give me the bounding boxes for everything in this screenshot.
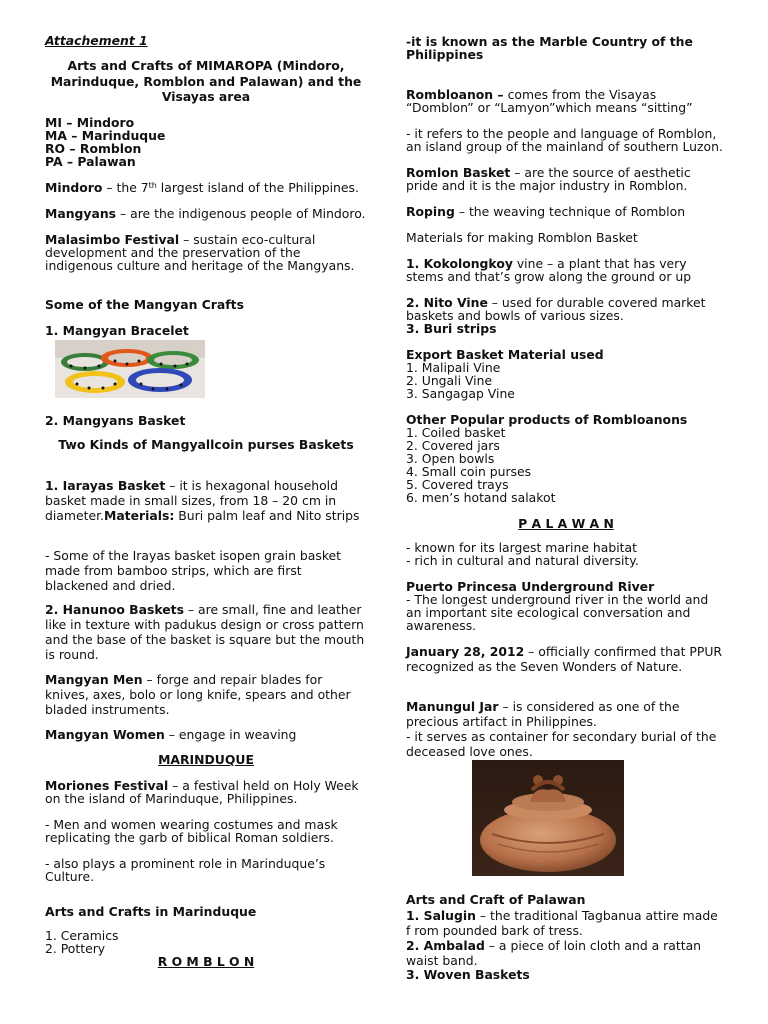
list-item: 1. Coiled basket xyxy=(406,425,506,440)
ppur-date-definition: January 28, 2012 – officially confirmed that PPUR recognized as the Seven Wonders of Nature. xyxy=(406,644,723,674)
ppur-heading: Puerto Princesa Underground River xyxy=(406,579,655,594)
bracelet-item: 1. Mangyan Bracelet xyxy=(45,323,189,338)
page-title: Arts and Crafts of MIMAROPA (Mindoro, Marinduque, Romblon and Palawan) and the Visayas area xyxy=(50,58,362,104)
abbreviation-list xyxy=(45,116,367,168)
romblon-heading: R O M B L O N xyxy=(157,954,255,969)
list-item: 3. Open bowls xyxy=(406,451,495,466)
moriones-note-1: - Men and women wearing costumes and mask replicating the garb of biblical Roman soldiers. xyxy=(45,817,338,845)
abbrev-item: MA – Marinduque xyxy=(45,128,166,143)
moriones-note-2: - also plays a prominent role in Marinduque’s Culture. xyxy=(45,856,326,884)
list-item: 5. Covered trays xyxy=(406,477,509,492)
rombloanon-note: - it refers to the people and language of Romblon, an island group of the mainland of southern Luzon. xyxy=(406,126,723,154)
hanunoo-definition: 2. Hanunoo Baskets – are small, fine and leather like in texture with padukus design or cross pattern and the base of the basket is square but the mouth is round. xyxy=(45,602,365,662)
roping-definition: Roping – the weaving technique of Romblon xyxy=(406,204,686,219)
list-item: 2. Ungali Vine xyxy=(406,373,493,388)
mangyans-definition: Mangyans – are the indigenous people of Mindoro. xyxy=(45,206,366,221)
popular-products-list xyxy=(406,426,726,504)
mindoro-definition: Mindoro – the 7th largest island of the Philippines. xyxy=(45,180,359,195)
palawan-notes xyxy=(406,541,726,567)
mangyan-men-definition: Mangyan Men – forge and repair blades for knives, axes, bolo or long knife, spears and other bladed instruments. xyxy=(45,672,351,717)
buri-strips-item: 3. Buri strips xyxy=(406,321,497,336)
materials-heading: Materials for making Romblon Basket xyxy=(406,230,638,245)
marinduque-arts-list xyxy=(45,929,367,955)
rombloanon-definition: Rombloanon – comes from the Visayas “Domblon” or “Lamyon”which means “sitting” xyxy=(406,87,693,115)
list-item: 1. Ceramics xyxy=(45,928,119,943)
salugin-definition: 1. Salugin – the traditional Tagbanua attire made f rom pounded bark of tress. xyxy=(406,908,718,938)
abbrev-item: MI – Mindoro xyxy=(45,115,135,130)
palawan-heading: P A L A W A N xyxy=(518,516,614,531)
moriones-definition: Moriones Festival – a festival held on Holy Week on the island of Marinduque, Philippines. xyxy=(45,778,359,806)
iarayas-definition: 1. Iarayas Basket – it is hexagonal household basket made in small sizes, from 18 – 20 cm in diameter.Materials: Buri palm leaf and Nito strips xyxy=(45,478,360,523)
ppur-description: - The longest underground river in the world and an important site ecological conversation and awareness. xyxy=(406,592,709,633)
list-item: 1. Malipali Vine xyxy=(406,360,501,375)
palawan-arts-heading: Arts and Craft of Palawan xyxy=(406,892,586,907)
manunggul-definition: Manungul Jar – is considered as one of the precious artifact in Philippines. xyxy=(406,699,680,729)
malasimbo-definition: Malasimbo Festival – sustain eco-cultural development and the preservation of the indigenous culture and heritage of the Mangyans. xyxy=(45,232,355,273)
mangyans-basket-item: 2. Mangyans Basket xyxy=(45,413,186,428)
kokolongkoy-definition: 1. Kokolongkoy vine – a plant that has very stems and that’s grow along the ground or up xyxy=(406,256,692,284)
list-item: 2. Pottery xyxy=(45,941,106,956)
export-list xyxy=(406,361,726,400)
nito-vine-definition: 2. Nito Vine – used for durable covered market baskets and bowls of various sizes. xyxy=(406,295,706,323)
attachment-label: Attachement 1 xyxy=(45,33,148,48)
mangyan-women-definition: Mangyan Women – engage in weaving xyxy=(45,727,297,742)
list-item: 2. Covered jars xyxy=(406,438,500,453)
marble-country-line: -it is known as the Marble Country of the Philippines xyxy=(406,34,693,62)
abbrev-item: PA – Palawan xyxy=(45,154,136,169)
crafts-heading: Some of the Mangyan Crafts xyxy=(45,297,244,312)
two-kinds-heading: Two Kinds of Mangyallcoin purses Baskets xyxy=(58,437,354,452)
list-item: 4. Small coin purses xyxy=(406,464,532,479)
romlon-basket-definition: Romlon Basket – are the source of aesthetic pride and it is the major industry in Romblon. xyxy=(406,165,691,193)
export-heading: Export Basket Material used xyxy=(406,347,604,362)
marinduque-heading: MARINDUQUE xyxy=(158,752,254,767)
manunggul-jar-photo xyxy=(472,760,624,876)
popular-products-heading: Other Popular products of Rombloanons xyxy=(406,412,688,427)
list-item: 6. men’s hotand salakot xyxy=(406,490,556,505)
mangyan-bracelet-photo xyxy=(55,340,205,398)
marinduque-arts-heading: Arts and Crafts in Marinduque xyxy=(45,904,257,919)
palawan-note: - known for its largest marine habitat xyxy=(406,540,637,555)
abbrev-item: RO – Romblon xyxy=(45,141,142,156)
manunggul-note: - it serves as container for secondary burial of the deceased love ones. xyxy=(406,729,717,759)
woven-baskets-item: 3. Woven Baskets xyxy=(406,967,530,982)
ambalad-definition: 2. Ambalad – a piece of loin cloth and a rattan waist band. xyxy=(406,938,702,968)
irayas-note: - Some of the Irayas basket isopen grain basket made from bamboo strips, which are first blackened and dried. xyxy=(45,548,342,593)
list-item: 3. Sangagap Vine xyxy=(406,386,515,401)
palawan-note: - rich in cultural and natural diversity. xyxy=(406,553,639,568)
